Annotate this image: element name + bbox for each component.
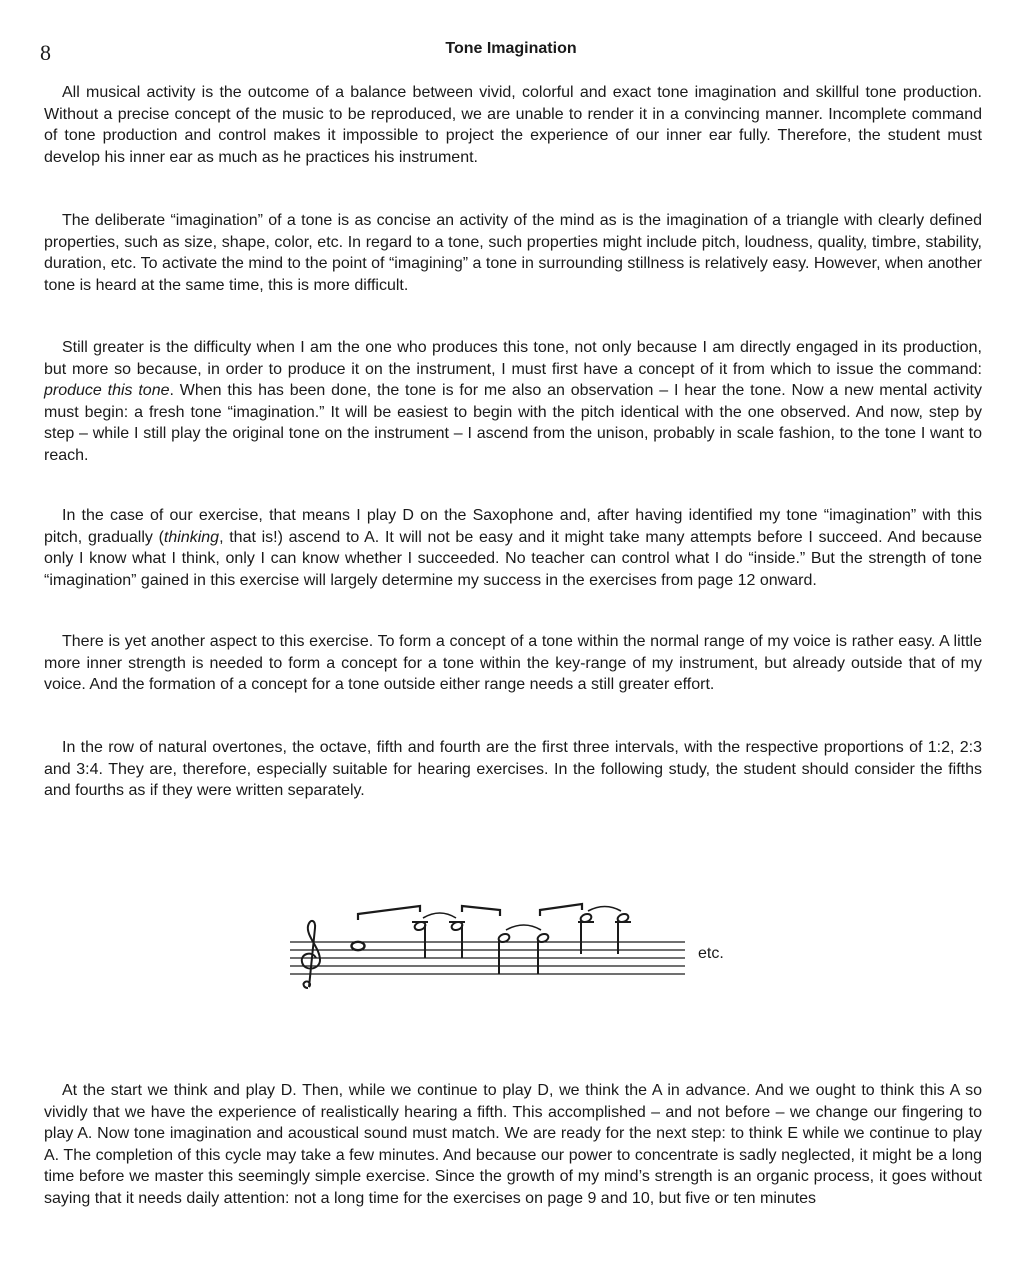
paragraph-text: There is yet another aspect to this exercise. To form a concept of a tone within the normal range of my voice is rather easy. A little more inner strength is needed to form a concept for a tone within the key-range of my instrument, but already outside that of my voice. And the formation of a concept for a tone outside either range needs a still greater effort. <box>44 633 982 694</box>
music-staff <box>290 898 690 998</box>
paragraph-7 <box>44 1080 982 1210</box>
half-note-e <box>498 933 511 974</box>
text-run: In the case of our exercise, that means I play D on the Saxophone and, after having identified my tone “imagination” with this pitch, gradually ( <box>44 507 982 546</box>
paragraph-text <box>44 337 982 467</box>
paragraph-6 <box>44 737 982 802</box>
paragraph-text <box>44 505 982 591</box>
text-run: , that is!) ascend to A. It will not be easy and it might take many attempts before I succeed. And because only I know what I think, only I can know whether I succeeded. No teacher can control what I do “inside.” But the strength of tone “imagination” gained in this exercise will largely determine my success in the exercises from page 12 onward. <box>44 528 983 589</box>
text-run-italic: produce this tone <box>44 382 170 400</box>
half-note-a <box>412 921 428 958</box>
paragraph-1 <box>44 82 982 168</box>
paragraph-3 <box>44 337 982 467</box>
half-note-a <box>449 921 465 958</box>
paragraph-text: The deliberate “imagination” of a tone is as concise an activity of the mind as is the imagination of a triangle with clearly defined properties, such as size, shape, color, etc. In regard to a tone, such properties might include pitch, loudness, quality, timbre, stability, duration, etc. To activate the mind to the point of “imagining” a tone in surrounding stillness is relatively easy. However, when another tone is heard at the same time, this is more difficult. <box>44 212 982 294</box>
text-run-italic: thinking <box>163 528 220 546</box>
staff-lines <box>290 942 685 974</box>
paragraph-text: In the row of natural overtones, the octave, fifth and fourth are the first three intervals, with the respective proportions of 1:2, 2:3 and 3:4. They are, therefore, especially suitable for hearing exercises. In the following study, the student should consider the fifths and fourths as if they were written separately. <box>44 739 982 800</box>
half-note-b <box>578 913 594 954</box>
interval-brackets <box>358 904 582 920</box>
paragraph-4 <box>44 505 982 591</box>
treble-clef-icon <box>302 921 320 988</box>
running-head-title: Tone Imagination <box>445 40 577 57</box>
half-note-b <box>615 913 631 954</box>
text-run: . When this has been done, the tone is for me also an observation – I hear the tone. Now a new mental activity must begin: a fresh tone “imagination.” It will be easiest to begin with the pitch identical with the one observed. And now, step by step – while I still play the original tone on the instrument – I ascend from the unison, probably in scale fashion, to the tone I want to reach. <box>44 382 983 464</box>
text-run: Still greater is the difficulty when I am the one who produces this tone, not only because I am directly engaged in its production, but more so because, in order to produce it on the instrument, I must first have a concept of it from which to issue the command: <box>44 339 982 378</box>
half-note-e <box>537 933 550 974</box>
paragraph-5 <box>44 631 982 696</box>
page-number: 8 <box>40 40 51 65</box>
etc-label: etc. <box>698 945 724 962</box>
paragraph-text: At the start we think and play D. Then, while we continue to play D, we think the A in advance. And we ought to think this A so vividly that we have the experience of realistically hearing a fifth. This accomplished – and not before – we change our fingering to play A. Now tone imagination and acoustical sound must match. We are ready for the next step: to think E while we continue to play A. The completion of this cycle may take a few minutes. And because our power to concentrate is sadly neglected, it might be a long time before we master this seemingly simple exercise. Since the growth of my mind’s strength is an organic process, it goes without saying that it needs daily attention: not a long time for the exercises on page 9 and 10, but five or ten minutes <box>44 1082 982 1207</box>
whole-note-d <box>352 942 365 950</box>
paragraph-text: All musical activity is the outcome of a balance between vivid, colorful and exact tone imagination and skillful tone production. Without a precise concept of the music to be reproduced, we are unable to render it in a convincing manner. Incomplete command of tone production and control makes it impossible to project the experience of our inner ear fully. Therefore, the student must develop his inner ear as much as he practices his instrument. <box>44 84 982 166</box>
musical-example <box>290 898 750 998</box>
paragraph-2 <box>44 210 982 296</box>
